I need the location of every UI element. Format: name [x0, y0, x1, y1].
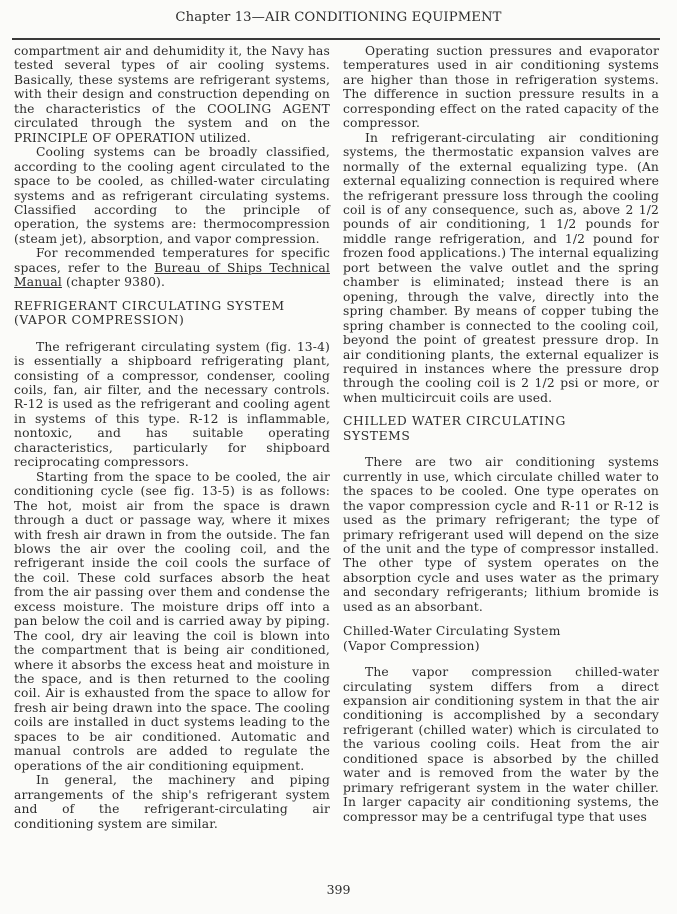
heading-line: (Vapor Compression) — [343, 638, 480, 653]
paragraph: The refrigerant circulating system (fig. 13-4) is essentially a shipboard refrigerating plant, consisting of a compressor, condenser, cooling coils, fan, air filter, and the necessary controls. R-12 is used as the refrigerant and cooling agent in systems of this type. R-12 is inflammable, nontoxic, and has suitable operating characteristics, particularly for shipboard reciprocating compressors. — [14, 339, 330, 470]
left-column — [14, 44, 330, 831]
section-heading-refrigerant-circulating — [14, 299, 330, 328]
paragraph: Operating suction pressures and evaporator temperatures used in air conditioning systems are higher than those in refrigeration systems. The difference in suction pressure results in a corresponding effect on the rated capacity of the compressor. — [343, 44, 659, 131]
paragraph: compartment air and dehumidity it, the Navy has tested several types of air cooling systems. Basically, these systems are refrigerant systems, with their design and construction depending on the characteristics of the COOLING AGENT circulated through the system and on the PRINCIPLE OF OPERATION utilized. — [14, 44, 330, 145]
paragraph-reference — [14, 246, 330, 289]
manual-reference-link: Bureau of Ships Technical Manual — [14, 260, 330, 290]
right-column — [343, 44, 659, 824]
section-heading-chilled-water — [343, 414, 659, 443]
paragraph-text: For recommended temperatures for specific spaces, refer to the — [14, 246, 330, 275]
heading-line: SYSTEMS — [343, 428, 411, 443]
paragraph-text: (chapter 9380). — [61, 275, 166, 290]
heading-line: (VAPOR COMPRESSION) — [14, 313, 185, 328]
running-header: Chapter 13—AIR CONDITIONING EQUIPMENT — [175, 10, 502, 25]
paragraph: In general, the machinery and piping arrangements of the ship's refrigerant system and of the refrigerant-circulating air conditioning system are similar. — [14, 773, 330, 831]
page-number: 399 — [326, 882, 351, 897]
paragraph: The vapor compression chilled-water circulating system differs from a direct expansion air conditioning system in that the air conditioning is accomplished by a secondary refrigerant (chilled water) which is circulated to the various cooling coils. Heat from the air conditioned space is absorbed by the chilled water and is removed from the water by the primary refrigerant system in the water chiller. In larger capacity air conditioning systems, the compressor may be a centrifugal type that uses — [343, 665, 659, 824]
paragraph: In refrigerant-circulating air conditioning systems, the thermostatic expansion valves are normally of the external equalizing type. (An external equalizing connection is required where the refrigerant pressure loss through the cooling coil is of any consequence, such as, above 2 1/2 pounds of air conditioning, 1 1/2 pounds for middle range refrigeration, and 1/2 pound for frozen food applications.) The internal equalizing port between the valve outlet and the spring chamber is eliminated; instead there is an opening, through the valve, directly into the spring chamber. By means of copper tubing the spring chamber is connected to the cooling coil, beyond the point of greatest pressure drop. In air conditioning plants, the external equalizer is required in instances where the pressure drop through the cooling coil is 2 1/2 psi or more, or when multicircuit coils are used. — [343, 130, 659, 405]
header-rule — [12, 38, 660, 40]
heading-line: CHILLED WATER CIRCULATING — [343, 414, 566, 429]
paragraph: There are two air conditioning systems currently in use, which circulate chilled water to the spaces to be cooled. One type operates on the vapor compression cycle and R-11 or R-12 is used as the primary refrigerant; the type of primary refrigerant used will depend on the size of the unit and the type of compressor installed. The other type of system operates on the absorption cycle and uses water as the primary and secondary refrigerants; lithium bromide is used as an absorbant. — [343, 455, 659, 614]
heading-line: REFRIGERANT CIRCULATING SYSTEM — [14, 298, 285, 313]
paragraph: Starting from the space to be cooled, the air conditioning cycle (see fig. 13-5) is as follows: The hot, moist air from the space is drawn through a duct or passage way, where it mixes with fresh air drawn in from the outside. The fan blows the air over the cooling coil, and the refrigerant inside the coil cools the surface of the coil. These cold surfaces absorb the heat from the air passing over them and condense the excess moisture. The moisture drips off into a pan below the coil and is carried away by piping. The cool, dry air leaving the coil is blown into the compartment that is being air conditioned, where it absorbs the excess heat and moisture in the space, and is then returned to the cooling coil. Air is exhausted from the space to allow for fresh air being drawn into the space. The cooling coils are installed in duct systems leading to the spaces to be air conditioned. Automatic and manual controls are added to regulate the operations of the air conditioning equipment. — [14, 469, 330, 773]
heading-line: Chilled-Water Circulating System — [343, 624, 561, 639]
subsection-heading-vapor-compression — [343, 624, 659, 653]
paragraph: Cooling systems can be broadly classified, according to the cooling agent circulated to the space to be cooled, as chilled-water circulating systems and as refrigerant circulating systems. Classified according to the principle of operation, the systems are: thermocompression (steam jet), absorption, and vapor compression. — [14, 145, 330, 246]
